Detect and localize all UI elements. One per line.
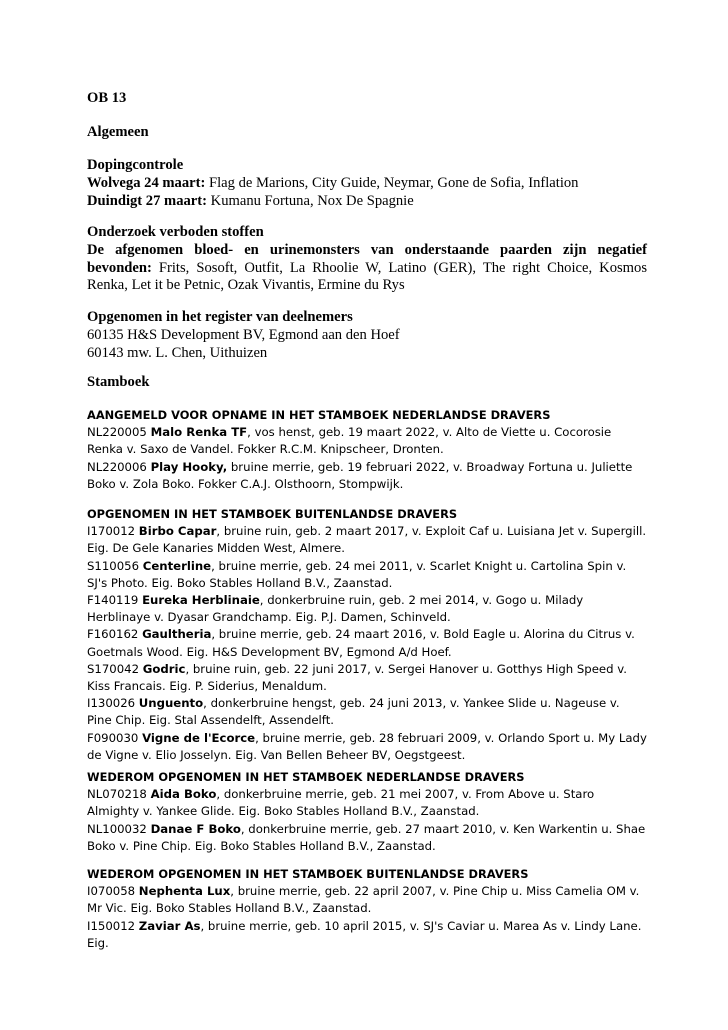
forbidden-heading: Onderzoek verboden stoffen <box>87 224 264 240</box>
section-registered-nl <box>87 407 647 493</box>
studbook-heading: Stamboek <box>87 374 150 390</box>
doping-section <box>87 157 647 210</box>
list-item: NL100032 Danae F Boko, donkerbruine merrie, geb. 27 maart 2010, v. Ken Warkentin u. Shae Boko v. Pine Chip. Eig. Boko Stables Holland B.V., Zaanstad. <box>87 821 646 853</box>
list-item: I070058 Nephenta Lux, bruine merrie, geb. 22 april 2007, v. Pine Chip u. Miss Camelia OM v. Mr Vic. Eig. Boko Stables Holland B.V., Zaanstad. <box>87 884 640 916</box>
general-block <box>87 124 647 142</box>
list-item: F140119 Eureka Herblinaie, donkerbruine ruin, geb. 2 mei 2014, v. Gogo u. Milady Herblinaye v. Dyasar Grandchamp. Eig. P.J. Damen, Schinveld. <box>87 593 584 625</box>
section-title: WEDEROM OPGENOMEN IN HET STAMBOEK NEDERLANDSE DRAVERS <box>87 770 525 784</box>
document-code: OB 13 <box>87 90 127 106</box>
general-heading: Algemeen <box>87 124 149 140</box>
list-item: NL070218 Aida Boko, donkerbruine merrie, geb. 21 mei 2007, v. From Above u. Staro Almighty v. Yankee Glide. Eig. Boko Stables Holland B.V., Zaanstad. <box>87 787 595 819</box>
register-line: 60143 mw. L. Chen, Uithuizen <box>87 344 268 361</box>
doping-line-duindigt: Duindigt 27 maart: Kumanu Fortuna, Nox De Spagnie <box>87 192 414 209</box>
list-item: S170042 Godric, bruine ruin, geb. 22 juni 2017, v. Sergei Hanover u. Gotthys High Speed v. Kiss Francais. Eig. P. Siderius, Menaldum. <box>87 661 627 694</box>
doping-line-wolvega: Wolvega 24 maart: Flag de Marions, City Guide, Neymar, Gone de Sofia, Inflation <box>87 174 579 191</box>
list-item: I170012 Birbo Capar, bruine ruin, geb. 2 maart 2017, v. Exploit Caf u. Luisiana Jet v. Supergill. Eig. De Gele Kanaries Midden West, Almere. <box>87 524 647 556</box>
list-item: F090030 Vigne de l'Ecorce, bruine merrie, geb. 28 februari 2009, v. Orlando Sport u. My Lady de Vigne v. Elio Josselyn. Eig. Van Bellen Beheer BV, Oegstgeest. <box>87 730 647 762</box>
doping-heading: Dopingcontrole <box>87 157 184 173</box>
doc-code <box>87 90 647 108</box>
list-item: NL220005 Malo Renka TF, vos henst, geb. 19 maart 2022, v. Alto de Viette u. Cocorosie Renka v. Saxo de Vandel. Fokker R.C.M. Knipscheer, Dronten. <box>87 425 612 457</box>
register-heading: Opgenomen in het register van deelnemers <box>87 309 353 325</box>
forbidden-section <box>87 224 647 295</box>
list-item: S110056 Centerline, bruine merrie, geb. 24 mei 2011, v. Scarlet Knight u. Cartolina Spin v. SJ's Photo. Eig. Boko Stables Holland B.V., Zaanstad. <box>87 558 627 590</box>
list-item: NL220006 Play Hooky, bruine merrie, geb. 19 februari 2022, v. Broadway Fortuna u. Juliette Boko v. Zola Boko. Fokker C.A.J. Olsthoorn, Stompwijk. <box>87 459 633 491</box>
register-line: 60135 H&S Development BV, Egmond aan den Hoef <box>87 326 400 343</box>
list-item: F160162 Gaultheria, bruine merrie, geb. 24 maart 2016, v. Bold Eagle u. Alorina du Citrus v. Goetmals Wood. Eig. H&S Development BV, Egmond A/d Hoef. <box>87 627 635 659</box>
section-reincluded-foreign <box>87 866 647 952</box>
section-title: AANGEMELD VOOR OPNAME IN HET STAMBOEK NEDERLANDSE DRAVERS <box>87 408 551 422</box>
forbidden-text: De afgenomen bloed- en urinemonsters van onderstaande paarden zijn negatief bevonden: Frits, Sosoft, Outfit, La Rhoolie W, Latino (GER), The right Choice, Kosmos Renka, Let it be Petnic, Ozak Vivantis, Ermine du Rys <box>87 241 647 294</box>
register-section <box>87 309 647 362</box>
studbook-block <box>87 374 647 392</box>
section-title: OPGENOMEN IN HET STAMBOEK BUITENLANDSE DRAVERS <box>87 507 458 521</box>
section-included-foreign <box>87 506 647 764</box>
list-item: I150012 Zaviar As, bruine merrie, geb. 10 april 2015, v. SJ's Caviar u. Marea As v. Lindy Lane. Eig. <box>87 918 642 950</box>
section-reincluded-nl <box>87 769 647 855</box>
section-title: WEDEROM OPGENOMEN IN HET STAMBOEK BUITENLANDSE DRAVERS <box>87 867 529 881</box>
list-item: I130026 Unguento, donkerbruine hengst, geb. 24 juni 2013, v. Yankee Slide u. Nageuse v. Pine Chip. Eig. Stal Assendelft, Assendelft. <box>87 696 620 728</box>
